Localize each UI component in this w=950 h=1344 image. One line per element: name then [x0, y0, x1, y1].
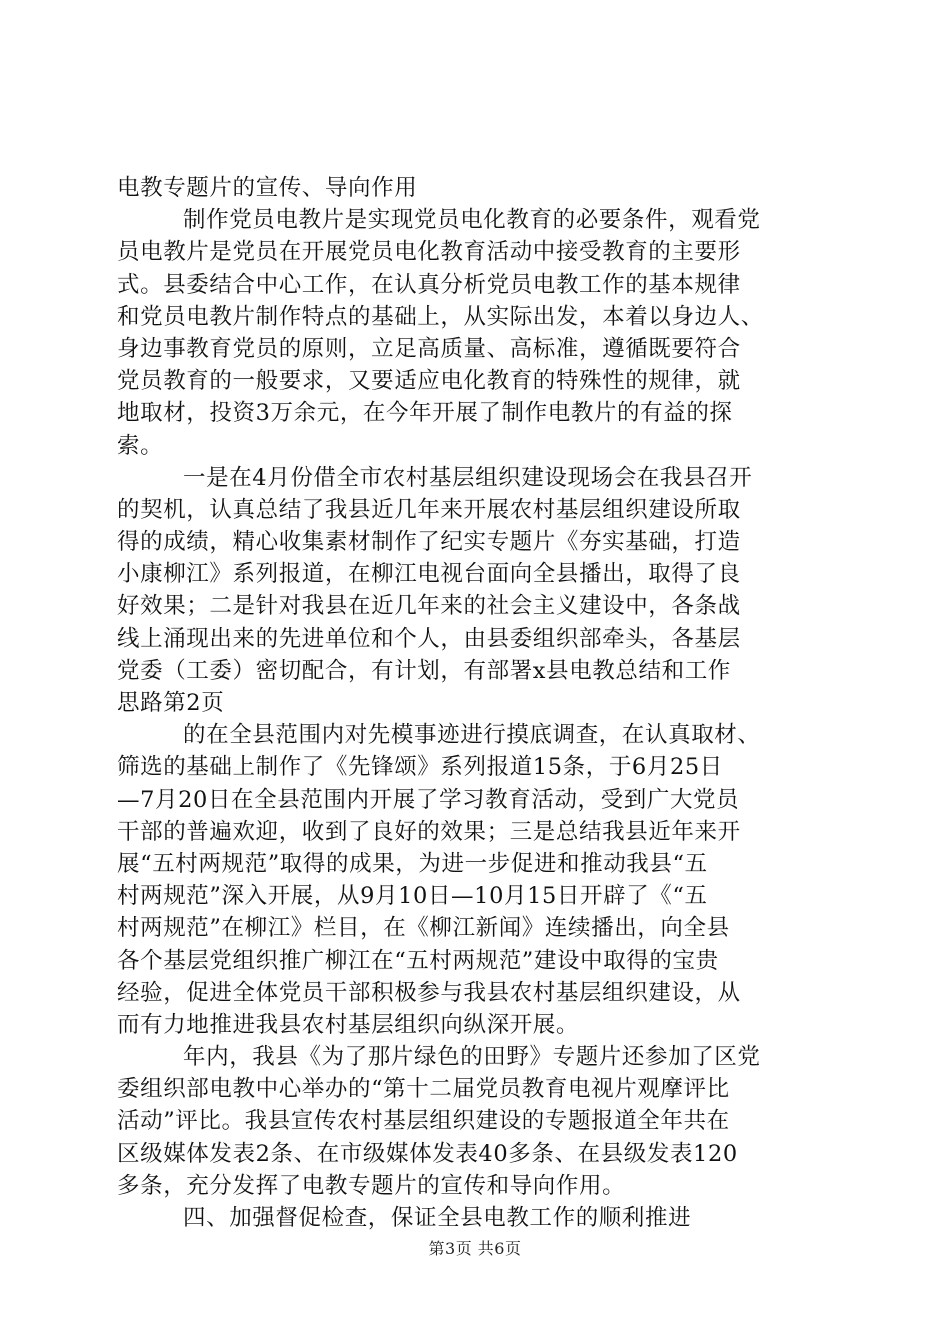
text-line: 得的成绩，精心收集素材制作了纪实专题片《夯实基础，打造 [117, 529, 741, 556]
text-line: 式。县委结合中心工作，在认真分析党员电教工作的基本规律 [117, 271, 741, 298]
page-footer: 第3页 共6页 [428, 1239, 522, 1258]
text-line: 干部的普遍欢迎，收到了良好的效果；三是总结我县近年来开 [117, 818, 741, 845]
text-line: —7月20日在全县范围内开展了学习教育活动，受到广大党员 [117, 786, 740, 813]
text-line: 而有力地推进我县农村基层组织向纵深开展。 [117, 1011, 580, 1038]
text-line: 委组织部电教中心举办的“第十二届党员教育电视片观摩评比 [117, 1076, 730, 1103]
text-line: 身边事教育党员的原则，立足高质量、高标准，遵循既要符合 [117, 335, 741, 362]
text-line: 制作党员电教片是实现党员电化教育的必要条件，观看党 [183, 207, 761, 234]
text-line: 展“五村两规范”取得的成果，为进一步促进和推动我县“五 [117, 850, 708, 877]
text-line: 区级媒体发表2条、在市级媒体发表40多条、在县级发表120 [117, 1140, 738, 1167]
text-line: 各个基层党组织推广柳江在“五村两规范”建设中取得的宝贵 [117, 947, 719, 974]
text-line: 的契机，认真总结了我县近几年来开展农村基层组织建设所取 [117, 496, 741, 523]
text-line: 小康柳江》系列报道，在柳江电视台面向全县播出，取得了良 [117, 561, 741, 588]
text-line: 地取材，投资3万余元，在今年开展了制作电教片的有益的探 [117, 400, 733, 427]
text-line: 经验，促进全体党员干部积极参与我县农村基层组织建设，从 [117, 979, 741, 1006]
text-line: 村两规范”在柳江》栏目，在《柳江新闻》连续播出，向全县 [117, 915, 730, 942]
text-line: 党员教育的一般要求，又要适应电化教育的特殊性的规律，就 [117, 368, 741, 395]
text-line: 员电教片是党员在开展党员电化教育活动中接受教育的主要形 [117, 239, 741, 266]
text-line: 索。 [117, 432, 164, 459]
text-line: 的在全县范围内对先模事迹进行摸底调查，在认真取材、 [183, 722, 761, 749]
text-line: 电教专题片的宣传、导向作用 [117, 175, 418, 201]
text-line: 村两规范”深入开展，从9月10日—10月15日开辟了《“五 [117, 883, 708, 910]
document-body [117, 172, 839, 1234]
text-line: 一是在4月份借全市农村基层组织建设现场会在我县召开 [183, 464, 753, 491]
text-line: 活动”评比。我县宣传农村基层组织建设的专题报道全年共在 [117, 1108, 730, 1135]
text-line: 党委（工委）密切配合，有计划，有部署x县电教总结和工作 [117, 657, 731, 684]
text-line: 和党员电教片制作特点的基础上，从实际出发，本着以身边人、 [117, 303, 764, 330]
text-line: 年内，我县《为了那片绿色的田野》专题片还参加了区党 [183, 1044, 761, 1071]
text-line: 多条，充分发挥了电教专题片的宣传和导向作用。 [117, 1172, 626, 1199]
text-line: 四、加强督促检查，保证全县电教工作的顺利推进 [183, 1205, 692, 1231]
text-line: 思路第2页 [117, 690, 225, 716]
text-line: 线上涌现出来的先进单位和个人，由县委组织部牵头，各基层 [117, 625, 741, 652]
text-line: 筛选的基础上制作了《先锋颂》系列报道15条，于6月25日 [117, 754, 723, 781]
text-line: 好效果；二是针对我县在近几年来的社会主义建设中，各条战 [117, 593, 741, 620]
